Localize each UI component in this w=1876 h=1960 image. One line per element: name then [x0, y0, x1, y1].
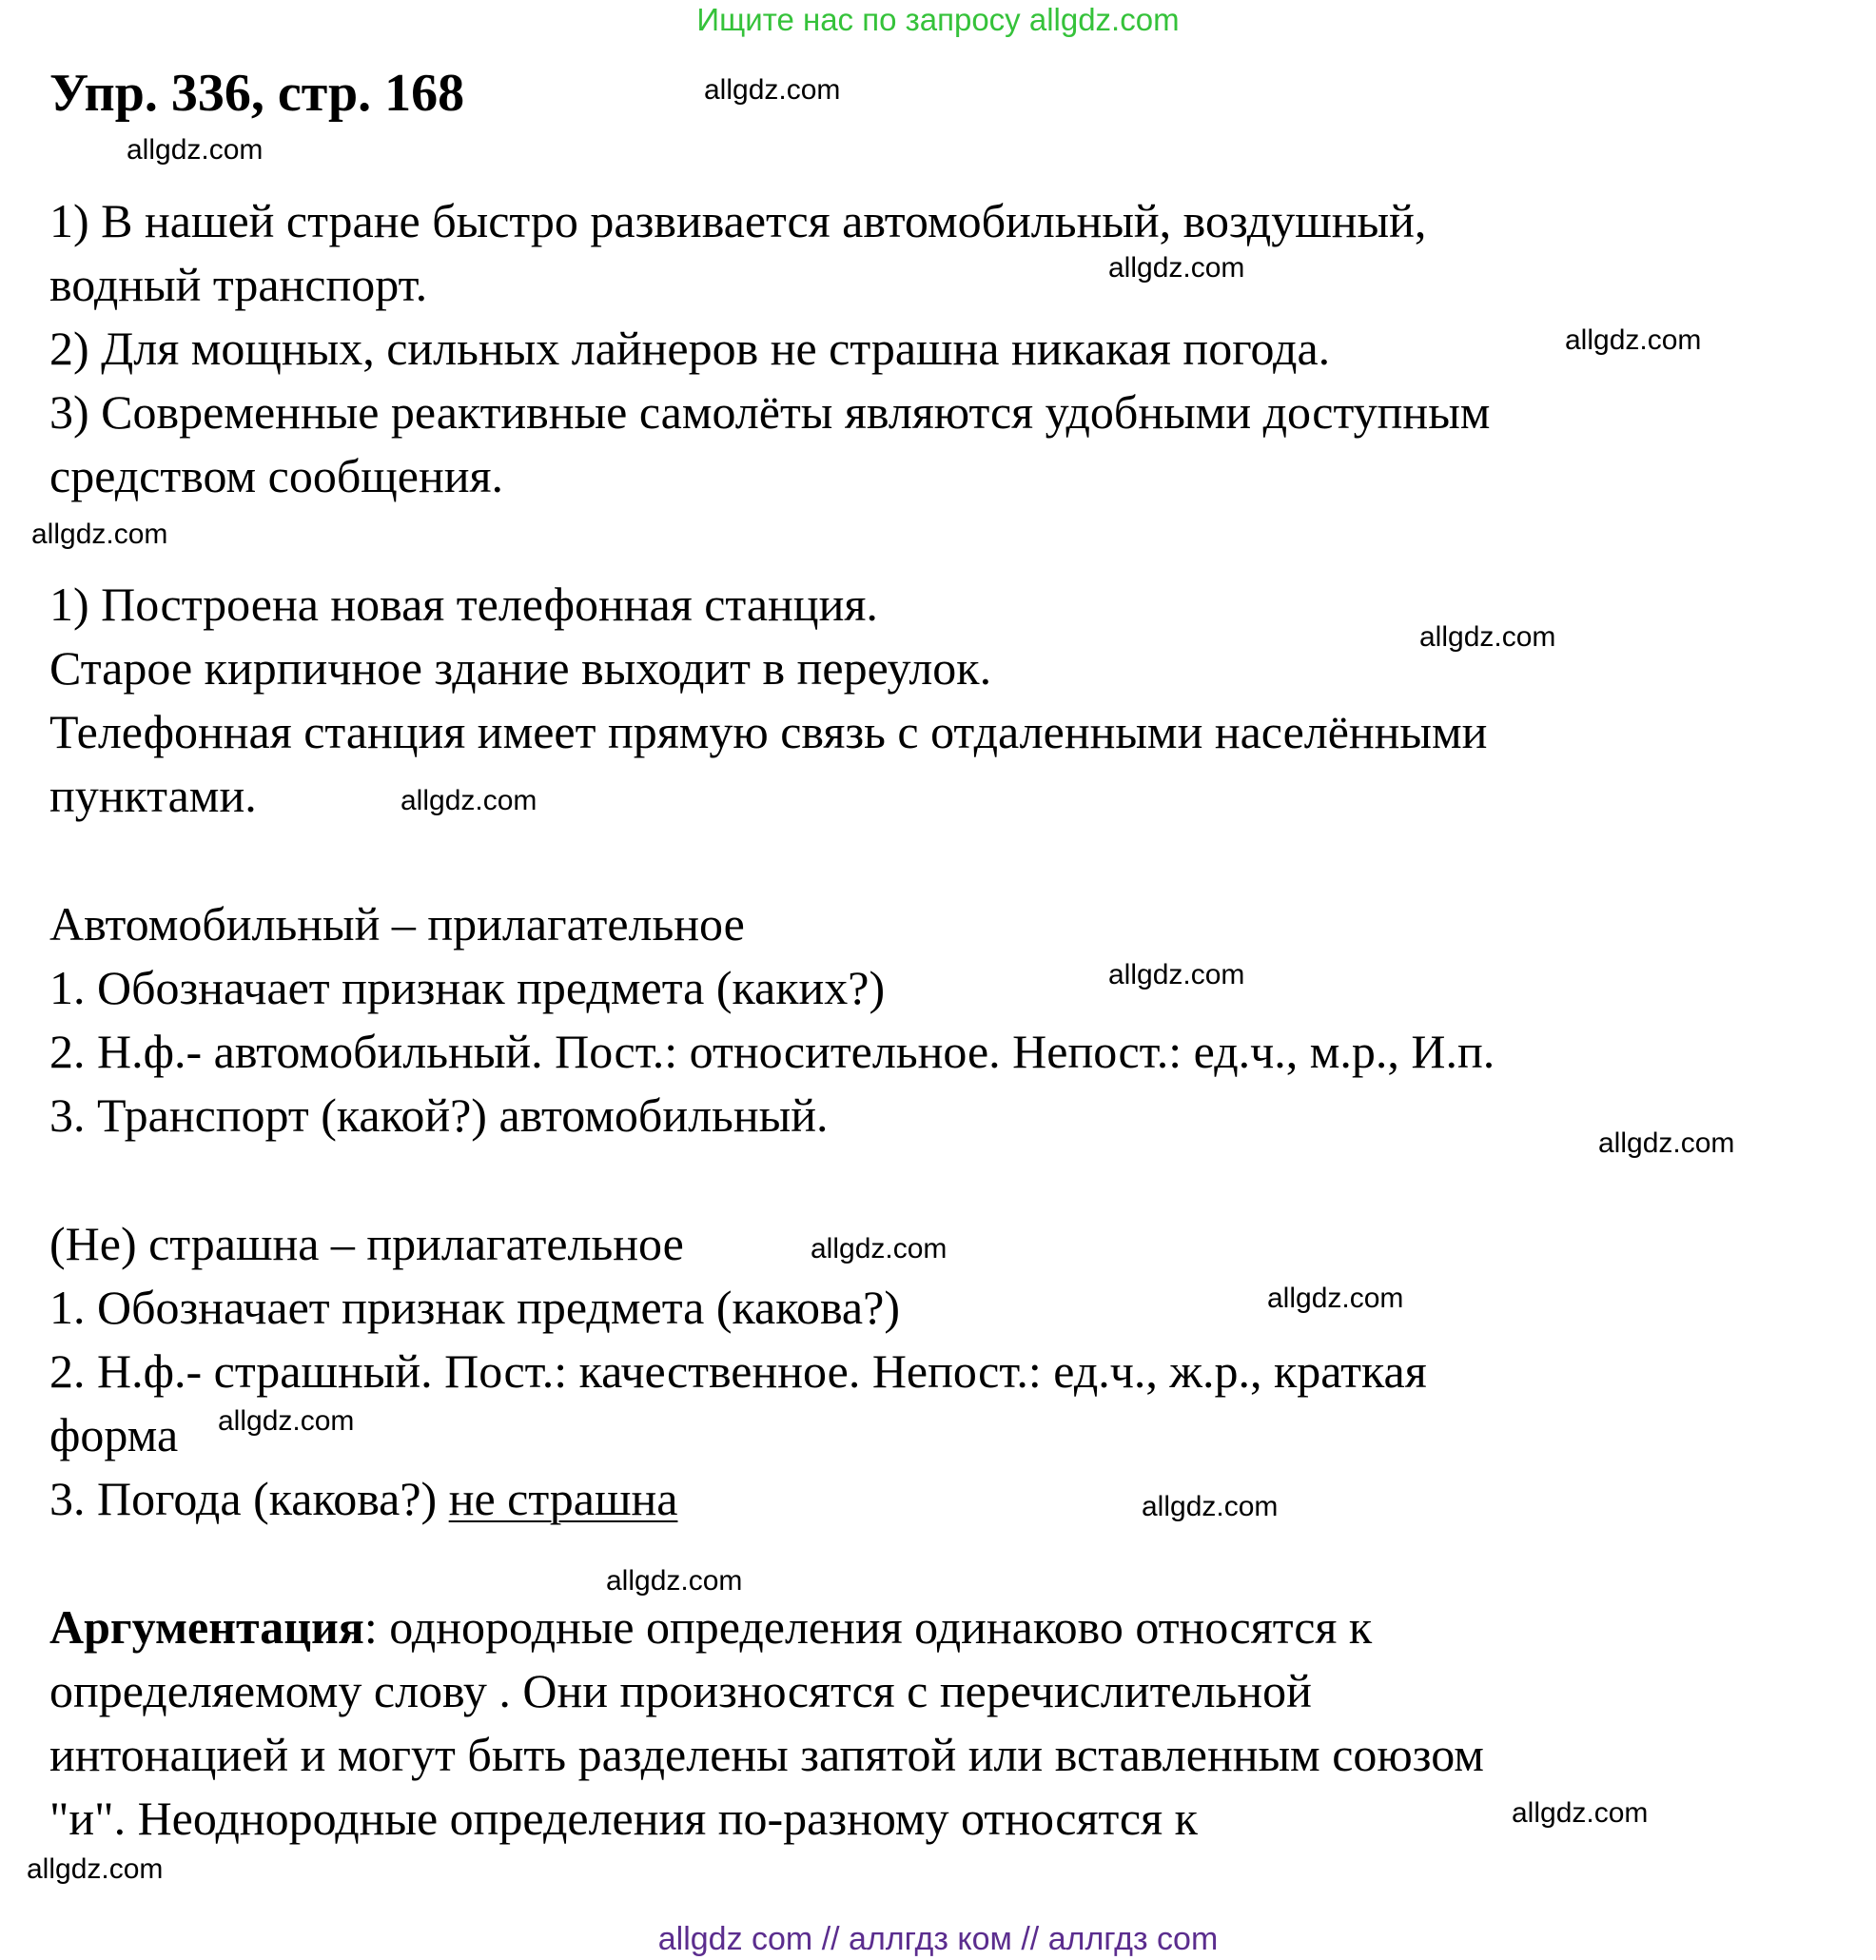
watermark: allgdz.com — [218, 1405, 355, 1437]
footer-watermark: allgdz com // аллгдз ком // аллгдз com — [657, 1921, 1219, 1957]
section1-line-5: средством сообщения. — [49, 449, 504, 502]
argument-line-4: "и". Неоднородные определения по-разному относятся к — [49, 1792, 1198, 1845]
watermark: allgdz.com — [606, 1565, 743, 1597]
section1-line-2: водный транспорт. — [49, 258, 428, 311]
top-search-banner: Ищите нас по запросу allgdz.com — [696, 2, 1180, 37]
watermark: allgdz.com — [127, 134, 264, 166]
section2-line-2: Старое кирпичное здание выходит в переулок. — [49, 641, 992, 695]
watermark: allgdz.com — [1512, 1797, 1649, 1829]
argument-line-3: интонацией и могут быть разделены запятой или вставленным союзом — [49, 1728, 1484, 1781]
section4-line-4: форма — [49, 1408, 179, 1461]
watermark: allgdz.com — [1419, 621, 1556, 653]
section1-line-3: 2) Для мощных, сильных лайнеров не страшна никакая погода. — [49, 322, 1331, 375]
watermark: allgdz.com — [1598, 1127, 1735, 1159]
argument-line-2: определяемому слову . Они произносятся с перечислительной — [49, 1664, 1312, 1717]
underlined-phrase: не страшна — [448, 1472, 678, 1525]
section4-line-3: 2. Н.ф.- страшный. Пост.: качественное. Непост.: ед.ч., ж.р., краткая — [49, 1344, 1427, 1398]
page-title: Упр. 336, стр. 168 — [49, 64, 465, 123]
section1-line-4: 3) Современные реактивные самолёты являются удобными доступным — [49, 385, 1491, 439]
watermark: allgdz.com — [1108, 252, 1245, 284]
argument-label: Аргументация — [49, 1600, 364, 1654]
section4-line-5 — [49, 1470, 677, 1527]
section1-line-1: 1) В нашей стране быстро развивается автомобильный, воздушный, — [49, 194, 1427, 247]
watermark: allgdz.com — [1267, 1283, 1404, 1314]
watermark: allgdz.com — [704, 74, 841, 106]
section2-line-3: Телефонная станция имеет прямую связь с отдаленными населёнными — [49, 705, 1488, 758]
section3-line-4: 3. Транспорт (какой?) автомобильный. — [49, 1088, 829, 1142]
argument-line-1-rest: : однородные определения одинаково относятся к — [363, 1600, 1373, 1654]
watermark: allgdz.com — [31, 519, 168, 550]
watermark: allgdz.com — [1565, 324, 1702, 356]
section4-line-5-prefix: 3. Погода (какова?) — [49, 1472, 449, 1525]
watermark: allgdz.com — [1142, 1491, 1279, 1522]
section3-line-2: 1. Обозначает признак предмета (каких?) — [49, 961, 886, 1014]
watermark: allgdz.com — [811, 1233, 948, 1264]
watermark: allgdz.com — [1108, 959, 1245, 990]
argument-line-1 — [49, 1598, 1372, 1656]
section4-line-2: 1. Обозначает признак предмета (какова?) — [49, 1281, 900, 1334]
section3-line-1: Автомобильный – прилагательное — [49, 897, 745, 951]
watermark: allgdz.com — [27, 1853, 164, 1885]
section4-line-1: (Не) страшна – прилагательное — [49, 1217, 684, 1270]
section3-line-3: 2. Н.ф.- автомобильный. Пост.: относительное. Непост.: ед.ч., м.р., И.п. — [49, 1025, 1495, 1078]
section2-line-1: 1) Построена новая телефонная станция. — [49, 578, 878, 631]
section2-line-4: пунктами. — [49, 769, 257, 822]
watermark: allgdz.com — [401, 785, 537, 816]
